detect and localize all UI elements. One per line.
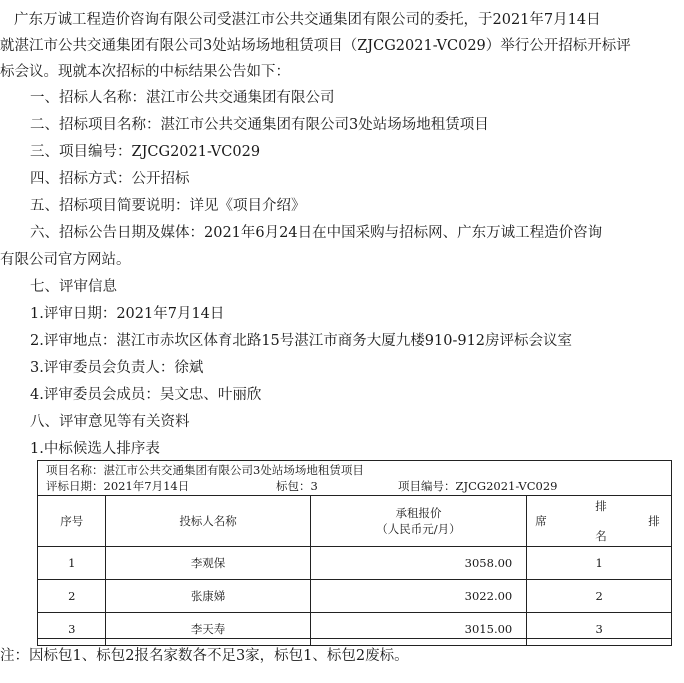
section-project-name: 二、招标项目名称：湛江市公共交通集团有限公司3处站场场地租赁项目 <box>30 117 489 133</box>
row-bidder: 李观保 <box>106 547 310 580</box>
intro-line-3: 标会议。现就本次招标的中标结果公告如下： <box>0 64 290 80</box>
row-price: 3022.00 <box>310 580 527 613</box>
row-seq: 1 <box>38 547 106 580</box>
header-rank-char-c: 席 <box>535 514 547 528</box>
row-price: 3058.00 <box>310 547 527 580</box>
header-rank-char-a: 排 <box>595 499 607 513</box>
table-eval-date: 评标日期：2021年7月14日 <box>46 479 190 493</box>
table-row <box>38 613 672 646</box>
intro-line-1: 广东万诚工程造价咨询有限公司受湛江市公共交通集团有限公司的委托，于2021年7月14日 <box>14 12 601 28</box>
header-price-line1: 承租报价 <box>395 506 442 520</box>
header-bidder: 投标人名称 <box>106 496 310 547</box>
row-bidder: 李天寿 <box>106 613 310 646</box>
ranking-table-box <box>37 460 672 639</box>
review-location: 2.评审地点：湛江市赤坎区体育北路15号湛江市商务大厦九楼910-912房评标会议室 <box>30 333 573 349</box>
header-price-line2: （人民币元/月） <box>376 522 461 536</box>
table-row <box>38 580 672 613</box>
row-price: 3015.00 <box>310 613 527 646</box>
header-price <box>310 496 527 547</box>
table-row <box>38 547 672 580</box>
intro-line-2: 就湛江市公共交通集团有限公司3处站场场地租赁项目（ZJCG2021-VC029）举行公开招标开标评 <box>0 38 631 54</box>
section-brief: 五、招标项目简要说明：详见《项目介绍》 <box>30 198 306 214</box>
section-review-info: 七、评审信息 <box>30 279 117 295</box>
row-rank: 3 <box>527 613 672 646</box>
candidate-ranking-heading: 1.中标候选人排序表 <box>30 441 160 457</box>
table-header-row <box>38 496 672 547</box>
ranking-table <box>37 495 672 646</box>
section-announcement-media: 有限公司官方网站。 <box>0 252 131 268</box>
footnote: 注：因标包1、标包2报名家数各不足3家，标包1、标包2废标。 <box>0 648 409 664</box>
review-chair: 3.评审委员会负责人：徐斌 <box>30 360 204 376</box>
table-project-name: 项目名称：湛江市公共交通集团有限公司3处站场场地租赁项目 <box>46 463 364 477</box>
section-review-opinions: 八、评审意见等有关资料 <box>30 414 190 430</box>
table-lot: 标包：3 <box>276 479 318 493</box>
section-project-number: 三、项目编号：ZJCG2021-VC029 <box>30 144 261 160</box>
review-members: 4.评审委员会成员：吴文忠、叶丽欣 <box>30 387 262 403</box>
section-tender-method: 四、招标方式：公开招标 <box>30 171 190 187</box>
review-date: 1.评审日期：2021年7月14日 <box>30 306 225 322</box>
section-announcement-date: 六、招标公告日期及媒体：2021年6月24日在中国采购与招标网、广东万诚工程造价咨询 <box>30 225 603 241</box>
header-seq: 序号 <box>38 496 106 547</box>
row-bidder: 张康娣 <box>106 580 310 613</box>
section-tenderer: 一、招标人名称：湛江市公共交通集团有限公司 <box>30 90 335 106</box>
header-rank-char-b: 名 <box>595 529 607 543</box>
row-seq: 2 <box>38 580 106 613</box>
row-rank: 2 <box>527 580 672 613</box>
row-rank: 1 <box>527 547 672 580</box>
table-project-number: 项目编号：ZJCG2021-VC029 <box>398 479 558 493</box>
row-seq: 3 <box>38 613 106 646</box>
header-rank-char-d: 排 <box>648 514 660 528</box>
header-rank <box>527 496 672 547</box>
